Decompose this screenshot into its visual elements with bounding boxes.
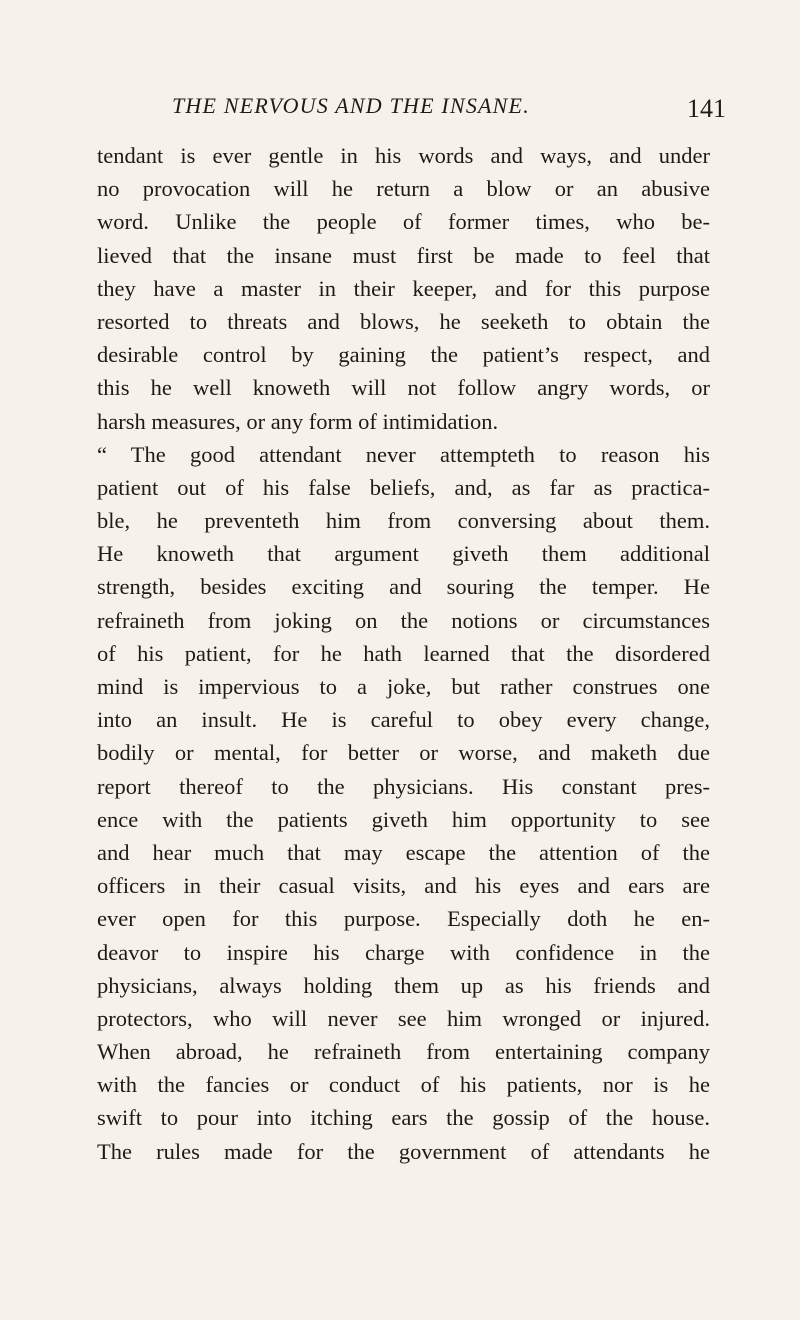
text-line: harsh measures, or any form of intimidation. xyxy=(97,408,499,434)
text-line: bodily or mental, for better or worse, and maketh due xyxy=(97,740,710,766)
text-line: into an insult. He is careful to obey every change, xyxy=(97,707,710,733)
text-line: refraineth from joking on the notions or circumstances xyxy=(97,607,710,633)
text-line: report thereof to the physicians. His constant pres- xyxy=(97,773,710,799)
text-line: ever open for this purpose. Especially doth he en- xyxy=(97,906,710,932)
text-line: desirable control by gaining the patient’s respect, and xyxy=(97,342,710,368)
text-line: patient out of his false beliefs, and, as far as practica- xyxy=(97,474,710,500)
text-line: strength, besides exciting and souring the temper. He xyxy=(97,574,710,600)
text-line: officers in their casual visits, and his eyes and ears are xyxy=(97,873,710,899)
text-line: word. Unlike the people of former times, who be- xyxy=(97,209,710,235)
running-head: THE NERVOUS AND THE INSANE. xyxy=(172,93,530,118)
text-line: they have a master in their keeper, and for this purpose xyxy=(97,275,710,301)
text-line: The rules made for the government of attendants he xyxy=(97,1138,710,1164)
body-text xyxy=(97,139,710,1168)
text-line: tendant is ever gentle in his words and ways, and under xyxy=(97,143,710,168)
text-line: He knoweth that argument giveth them additional xyxy=(97,541,710,567)
text-line: resorted to threats and blows, he seeketh to obtain the xyxy=(97,308,710,334)
text-line: swift to pour into itching ears the gossip of the house. xyxy=(97,1105,710,1131)
text-line: mind is impervious to a joke, but rather construes one xyxy=(97,674,710,699)
text-line: ble, he preventeth him from conversing about them. xyxy=(97,508,710,534)
text-line: and hear much that may escape the attention of the xyxy=(97,839,710,865)
text-line: this he well knoweth will not follow angry words, or xyxy=(97,375,710,401)
text-line: lieved that the insane must first be made to feel that xyxy=(97,242,710,268)
text-line: physicians, always holding them up as his friends and xyxy=(97,972,710,998)
text-line: with the fancies or conduct of his patients, nor is he xyxy=(97,1072,710,1098)
text-line: “ The good attendant never attempteth to reason his xyxy=(97,441,710,467)
text-line: no provocation will he return a blow or an abusive xyxy=(97,176,710,202)
text-line: of his patient, for he hath learned that the disordered xyxy=(97,640,710,666)
page-number: 141 xyxy=(687,94,726,123)
text-line: deavor to inspire his charge with confidence in the xyxy=(97,939,710,965)
text-line: protectors, who will never see him wronged or injured. xyxy=(97,1005,710,1031)
text-line: ence with the patients giveth him opportunity to see xyxy=(97,806,710,832)
text-line: When abroad, he refraineth from entertaining company xyxy=(97,1039,710,1065)
